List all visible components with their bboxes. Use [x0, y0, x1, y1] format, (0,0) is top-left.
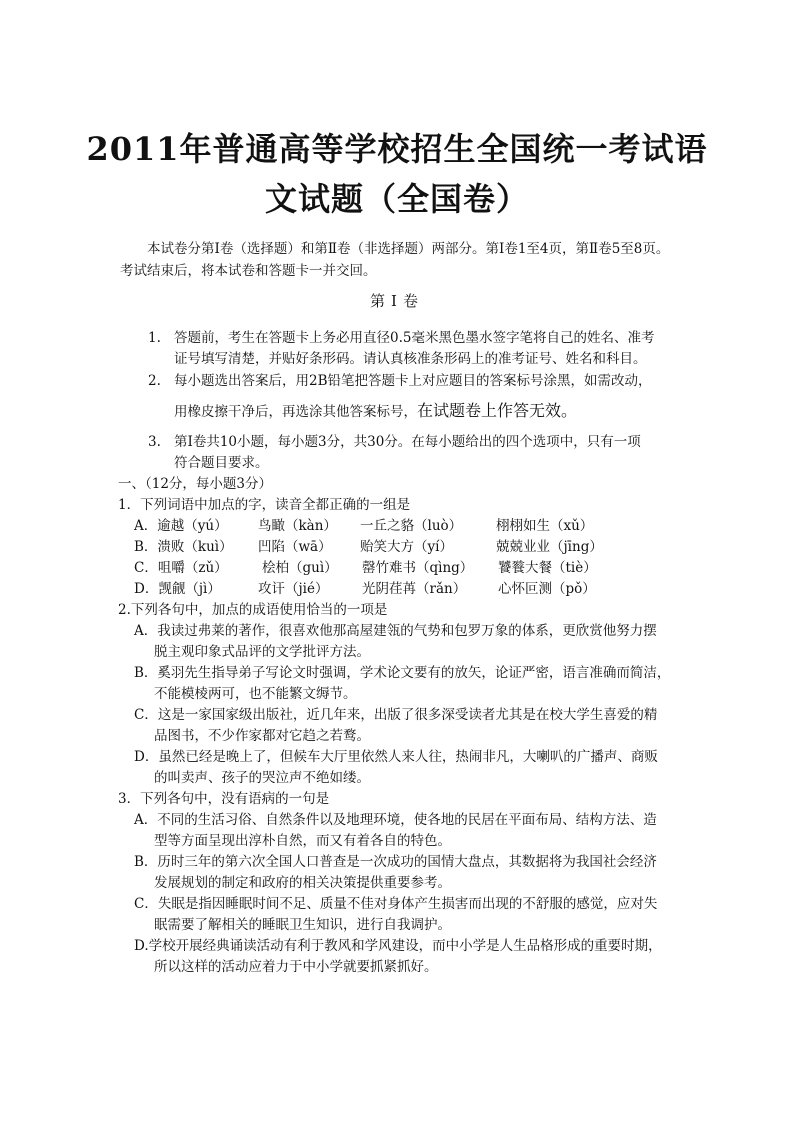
question-3-option-b: B．历时三年的第六次全国人口普查是一次成功的国情大盘点，其数据将为我国社会经济 [134, 854, 657, 870]
option-cell: D．觊觎（jì） [134, 581, 221, 597]
option-cell: 饕餮大餐（tiè） [498, 560, 597, 576]
question-3-option-d: D.学校开展经典诵读活动有利于教风和学风建设，而中小学是人生品格形成的重要时期， [134, 938, 662, 954]
exam-intro: 本试卷分第Ⅰ卷（选择题）和第Ⅱ卷（非选择题）两部分。第Ⅰ卷1至4页，第Ⅱ卷5至8页。考试结束后，将本试卷和答题卡一并交回。 [120, 241, 670, 279]
option-cell: 罄竹难书（qìng） [362, 560, 474, 576]
option-cell: 贻笑大方（yí） [360, 539, 453, 555]
note-1-continued: 证号填写清楚，并贴好条形码。请认真核准条形码上的准考证号、姓名和科目。 [174, 351, 647, 367]
option-cell: A．逾越（yú） [134, 518, 228, 534]
exam-title-line-1: 2011年普通高等学校招生全国统一考试语 [86, 130, 708, 168]
question-3-option-d-cont: 所以这样的活动应着力于中小学就要抓紧抓好。 [154, 959, 438, 975]
volume-heading: 第Ⅰ卷 [370, 292, 424, 310]
option-cell: 光阴荏苒（rǎn） [362, 581, 467, 597]
option-cell: 鸟瞰（kàn） [258, 518, 337, 534]
note-number: 3. [148, 434, 161, 450]
option-cell: 一丘之貉（luò） [360, 518, 463, 534]
option-cell: B．溃败（kuì） [134, 539, 233, 555]
question-3-option-a-cont: 型等方面呈现出淳朴自然，而又有着各自的特色。 [154, 833, 451, 849]
section-heading: 一、（12分，每小题3分） [118, 476, 273, 492]
question-2-option-d-cont: 的叫卖声、孩子的哭泣声不绝如缕。 [154, 770, 370, 786]
note-1 [148, 326, 654, 346]
note-number: 2. [148, 373, 161, 389]
option-cell: 栩栩如生（xǔ） [496, 518, 594, 534]
note-2-continued [174, 398, 577, 421]
question-2-option-d: D．虽然已经是晚上了，但候车大厅里依然人来人往，热闹非凡，大喇叭的广播声、商贩 [134, 749, 658, 765]
note-3 [148, 430, 641, 450]
question-2-option-b-cont: 不能模棱两可，也不能繁文缛节。 [154, 686, 357, 702]
note-3-continued: 符合题目要求。 [174, 455, 269, 471]
note-text: 答题前，考生在答题卡上务必用直径0.5毫米黑色墨水签字笔将自己的姓名、准考 [174, 330, 655, 346]
note-text: 每小题选出答案后，用2B铅笔把答题卡上对应题目的答案标号涂黑，如需改动， [174, 373, 652, 389]
note-emphasis: 在试题卷上作答无效。 [417, 401, 578, 420]
note-text: 第Ⅰ卷共10小题，每小题3分，共30分。在每小题给出的四个选项中，只有一项 [174, 434, 641, 450]
question-3-option-a: A．不同的生活习俗、自然条件以及地理环境，使各地的民居在平面布局、结构方法、造 [134, 812, 657, 828]
option-cell: 桧柏（guì） [262, 560, 338, 576]
option-cell: 兢兢业业（jīng） [496, 539, 603, 555]
question-1-row-c [0, 556, 794, 576]
question-2-stem: 2.下列各句中，加点的成语使用恰当的一项是 [118, 602, 388, 618]
question-1-row-b [0, 535, 794, 555]
question-3-option-c: C．失眠是指因睡眠时间不足、质量不佳对身体产生损害而出现的不舒服的感觉，应对失 [134, 896, 658, 912]
option-cell: 攻讦（jié） [258, 581, 329, 597]
question-2-option-a: A．我读过弗莱的著作，很喜欢他那高屋建瓴的气势和包罗万象的体系，更欣赏他努力摆 [134, 623, 657, 639]
question-3-option-c-cont: 眠需要了解相关的睡眠卫生知识，进行自我调护。 [154, 917, 451, 933]
option-cell: 凹陷（wā） [258, 539, 332, 555]
question-3-option-b-cont: 发展规划的制定和政府的相关决策提供重要参考。 [154, 875, 451, 891]
question-1-row-a [0, 514, 794, 534]
option-cell: 心怀叵测（pǒ） [498, 581, 596, 597]
note-text: 用橡皮擦干净后，再选涂其他答案标号， [174, 404, 417, 420]
note-number: 1. [148, 330, 161, 346]
question-2-option-a-cont: 脱主观印象式品评的文学批评方法。 [154, 644, 370, 660]
question-2-option-c-cont: 品图书，不少作家都对它趋之若鹜。 [154, 728, 370, 744]
option-cell: C．咀嚼（zǔ） [134, 560, 228, 576]
question-2-option-b: B．奚羽先生指导弟子写论文时强调，学术论文要有的放矢，论证严密，语言准确而简洁， [134, 665, 671, 681]
question-1-row-d [0, 577, 794, 597]
question-3-stem: 3．下列各句中，没有语病的一句是 [118, 791, 330, 807]
note-2 [148, 369, 652, 389]
question-2-option-c: C．这是一家国家级出版社，近几年来，出版了很多深受读者尤其是在校大学生喜爱的精 [134, 707, 658, 723]
exam-title-line-2: 文试题（全国卷） [264, 180, 529, 218]
question-1-stem: 1．下列词语中加点的字，读音全都正确的一组是 [118, 497, 411, 513]
